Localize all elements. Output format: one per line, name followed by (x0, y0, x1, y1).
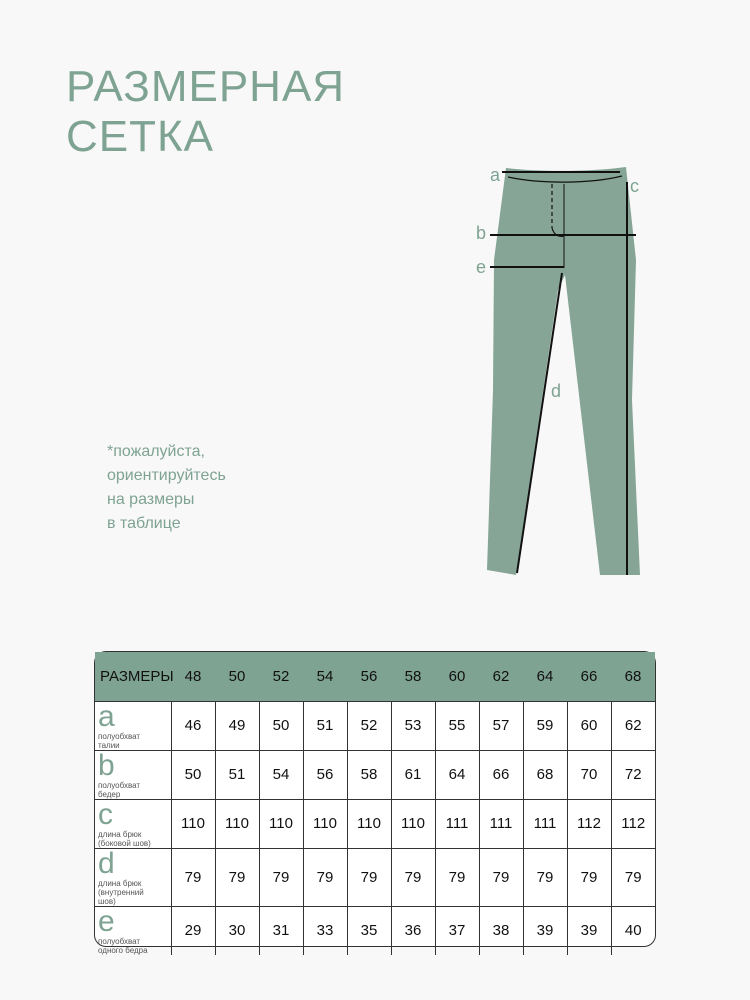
label-b: b (476, 223, 487, 243)
table-cell: 40 (611, 906, 655, 955)
table-cell: 79 (303, 848, 347, 906)
table-cell: 50 (259, 701, 303, 750)
table-cell: 79 (215, 848, 259, 906)
table-cell: 54 (259, 750, 303, 799)
title-line-1: РАЗМЕРНАЯ (66, 62, 346, 111)
table-cell: 79 (479, 848, 523, 906)
table-cell: 79 (435, 848, 479, 906)
table-cell: 79 (347, 848, 391, 906)
label-d: d (551, 381, 562, 401)
table-cell: 79 (171, 848, 215, 906)
table-cell: 110 (303, 799, 347, 848)
table-cell: 64 (435, 750, 479, 799)
table-cell: 110 (215, 799, 259, 848)
table-cell: 112 (611, 799, 655, 848)
table-cell: 111 (435, 799, 479, 848)
table-cell: 37 (435, 906, 479, 955)
table-cell: 58 (347, 750, 391, 799)
size-table (94, 651, 656, 955)
table-cell: 30 (215, 906, 259, 955)
table-cell: 35 (347, 906, 391, 955)
table-cell: 110 (171, 799, 215, 848)
table-cell: 51 (303, 701, 347, 750)
table-cell: 38 (479, 906, 523, 955)
size-header-cell: 50 (228, 667, 246, 685)
table-cell: 79 (259, 848, 303, 906)
measurement-label-cell (95, 750, 171, 799)
table-row (95, 701, 655, 750)
size-header-cell: 64 (536, 667, 554, 685)
table-row (95, 848, 655, 906)
size-header-cell: 60 (448, 667, 466, 685)
table-cell: 59 (523, 701, 567, 750)
table-cell: 31 (259, 906, 303, 955)
size-header-row (95, 652, 655, 701)
table-cell: 70 (567, 750, 611, 799)
table-cell: 33 (303, 906, 347, 955)
size-header-cell: 48 (184, 667, 202, 685)
measurement-letter: d (98, 846, 115, 880)
size-header-cell: 62 (492, 667, 510, 685)
table-row (95, 906, 655, 955)
pants-diagram (460, 150, 660, 590)
size-header-cell: 66 (580, 667, 598, 685)
table-cell: 39 (567, 906, 611, 955)
table-cell: 79 (567, 848, 611, 906)
measurement-letter: c (98, 797, 113, 831)
size-header-cell: 68 (624, 667, 642, 685)
table-cell: 62 (611, 701, 655, 750)
table-cell: 61 (391, 750, 435, 799)
table-cell: 110 (259, 799, 303, 848)
size-header-cell: 56 (360, 667, 378, 685)
table-row (95, 799, 655, 848)
table-cell: 39 (523, 906, 567, 955)
label-e: e (476, 257, 487, 277)
measurement-letter: a (98, 699, 115, 733)
size-header-cell: 58 (404, 667, 422, 685)
size-header-cell: 54 (316, 667, 334, 685)
size-note (107, 440, 226, 536)
measurement-label-cell (95, 848, 171, 906)
note-line-2: ориентируйтесь (107, 467, 226, 484)
measurement-description: полуобхват одного бедра (98, 936, 148, 955)
measurement-letter: e (98, 904, 115, 938)
table-cell: 68 (523, 750, 567, 799)
table-cell: 110 (347, 799, 391, 848)
page-title (66, 62, 345, 162)
table-cell: 79 (523, 848, 567, 906)
table-cell: 57 (479, 701, 523, 750)
table-cell: 112 (567, 799, 611, 848)
table-cell: 36 (391, 906, 435, 955)
measurement-letter: b (98, 748, 115, 782)
size-header-cell: 52 (272, 667, 290, 685)
table-cell: 49 (215, 701, 259, 750)
size-table-body (95, 701, 655, 955)
note-line-3: на размеры (107, 491, 195, 508)
table-cell: 72 (611, 750, 655, 799)
table-cell: 51 (215, 750, 259, 799)
measurement-description: длина брюк (внутренний шов) (98, 878, 144, 906)
label-c: c (630, 176, 639, 196)
table-cell: 52 (347, 701, 391, 750)
title-line-2: СЕТКА (66, 112, 214, 161)
table-cell: 56 (303, 750, 347, 799)
sizes-header-label: РАЗМЕРЫ (100, 667, 174, 685)
table-cell: 66 (479, 750, 523, 799)
table-cell: 29 (171, 906, 215, 955)
measurement-description: длина брюк (боковой шов) (98, 829, 151, 848)
table-cell: 50 (171, 750, 215, 799)
label-a: a (490, 165, 501, 185)
measurement-label-cell (95, 701, 171, 750)
table-cell: 55 (435, 701, 479, 750)
table-cell: 79 (611, 848, 655, 906)
table-cell: 60 (567, 701, 611, 750)
note-line-4: в таблице (107, 515, 181, 532)
table-cell: 79 (391, 848, 435, 906)
measurement-label-cell (95, 906, 171, 955)
measurement-description: полуобхват талии (98, 731, 141, 750)
measurement-description: полуобхват бедер (98, 780, 141, 799)
table-row (95, 750, 655, 799)
table-cell: 46 (171, 701, 215, 750)
table-cell: 111 (479, 799, 523, 848)
note-line-1: *пожалуйста, (107, 443, 205, 460)
table-cell: 111 (523, 799, 567, 848)
table-cell: 110 (391, 799, 435, 848)
measurement-label-cell (95, 799, 171, 848)
table-cell: 53 (391, 701, 435, 750)
